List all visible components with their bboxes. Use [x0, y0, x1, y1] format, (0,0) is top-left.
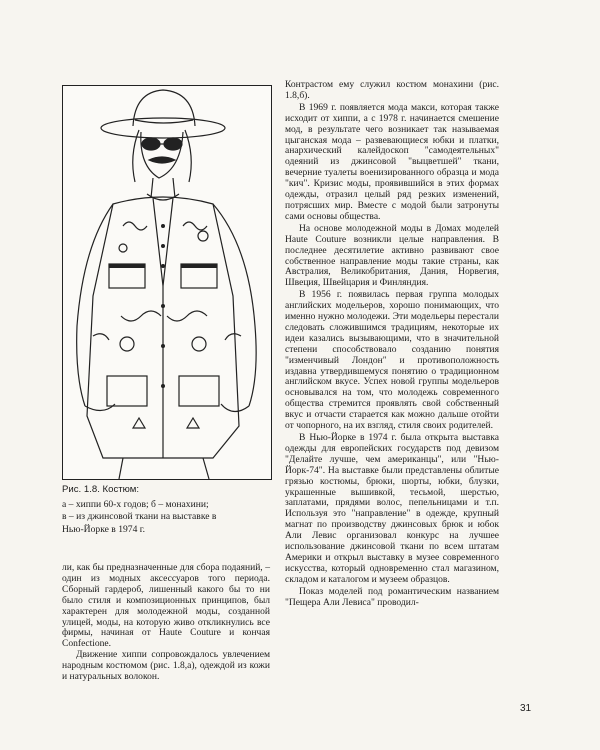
paragraph: Движение хиппи сопровождалось увлечением народным костюмом (рис. 1.8,а), одеждой из кожи и натуральных волокон. [62, 649, 270, 683]
paragraph: На основе молодежной моды в Домах моделей Haute Couture возникли целые направления. В последнее десятилетие активно развивают свое собственное направление моды такие страны, как Австралия, Великобритания, Дания, Норвегия, Швеция, Швейцария и Финляндия. [285, 222, 499, 289]
hippie-costume-drawing [63, 86, 271, 479]
right-text-column [285, 80, 499, 610]
paragraph: В 1956 г. появилась первая группа молодых английских модельеров, хорошо понимающих, что именно нужно молодежи. Эти модельеры перестали следовать сложившимся традициям, некоторые их идеи казались вызывающими, что в значительной степени способствовало созданию понятия "изменчивый Лондон" и противоположность издавна утвердившемуся понятию о традиционном английском вкусе. Успех новой группы модельеров основывался на том, что молодежь современного общества стремится проявлять свой собственный вкус и отчасти старается как можно дальше отойти от чопорного, на их взгляд, стиля своих родителей. [285, 289, 499, 432]
paragraph: Показ моделей под романтическим названием "Пещера Али Левиса" проводил- [285, 585, 499, 608]
caption-line: а – хиппи 60-х годов; б – монахини; [62, 499, 209, 511]
figure-caption [62, 484, 270, 536]
caption-line: Нью-Йорке в 1974 г. [62, 523, 146, 535]
caption-title: Рис. 1.8. Костюм: [62, 484, 140, 495]
paragraph: Контрастом ему служил костюм монахини (рис. 1.8,б). [285, 79, 499, 101]
left-text-column [62, 563, 270, 683]
caption-line: в – из джинсовой ткани на выставке в [62, 511, 217, 523]
paragraph: ли, как бы предназначенные для сбора подаяний, – один из модных аксессуаров того периода. Сборный гардероб, лишенный какого бы то ни было стиля и композиционных принципов, был характерен для молодежной моды, созданной улицей, моды, на которую живо откликнулись все фирмы, начиная от Haute Couture и кончая Confectione. [62, 562, 270, 650]
figure-illustration [62, 85, 272, 480]
paragraph: В Нью-Йорке в 1974 г. была открыта выставка одежды для европейских государств под девизом "Делайте лучше, чем американцы", или "Нью-Йорк-74". На выставке были представлены облитые грязью костюмы, брюки, шорты, юбки, блузки, украшенные вышивкой, тесьмой, шерстью, заплатами, прядями волос, пепельницами и т.п. Используя это "направление" в одежде, крупный магнат по производству джинсовых брюк и юбок Али Левис организовал конкурс на лучшее использование джинсовой ткани по всем штатам Америки и открыл выставку в музее современного искусства, который одновременно стал магазином, складом и каталогом и музеем образцов. [285, 432, 499, 585]
page-number: 31 [520, 703, 532, 714]
paragraph: В 1969 г. появляется мода макси, которая также исходит от хиппи, а с 1978 г. начинается смешение мод, в результате чего возникает так называемая цыганская мода – развевающиеся юбки и платки, анархический калейдоскоп "самодеятельных" одеяний из джинсовой "выцветшей" ткани, вечерние туалеты военизированного образца и мода "кич". Кризис моды, проявившийся в этих формах одежды, отразил целый ряд резких изменений, потрясших мир. Вместе с модой были затронуты сами основы общества. [285, 101, 499, 222]
